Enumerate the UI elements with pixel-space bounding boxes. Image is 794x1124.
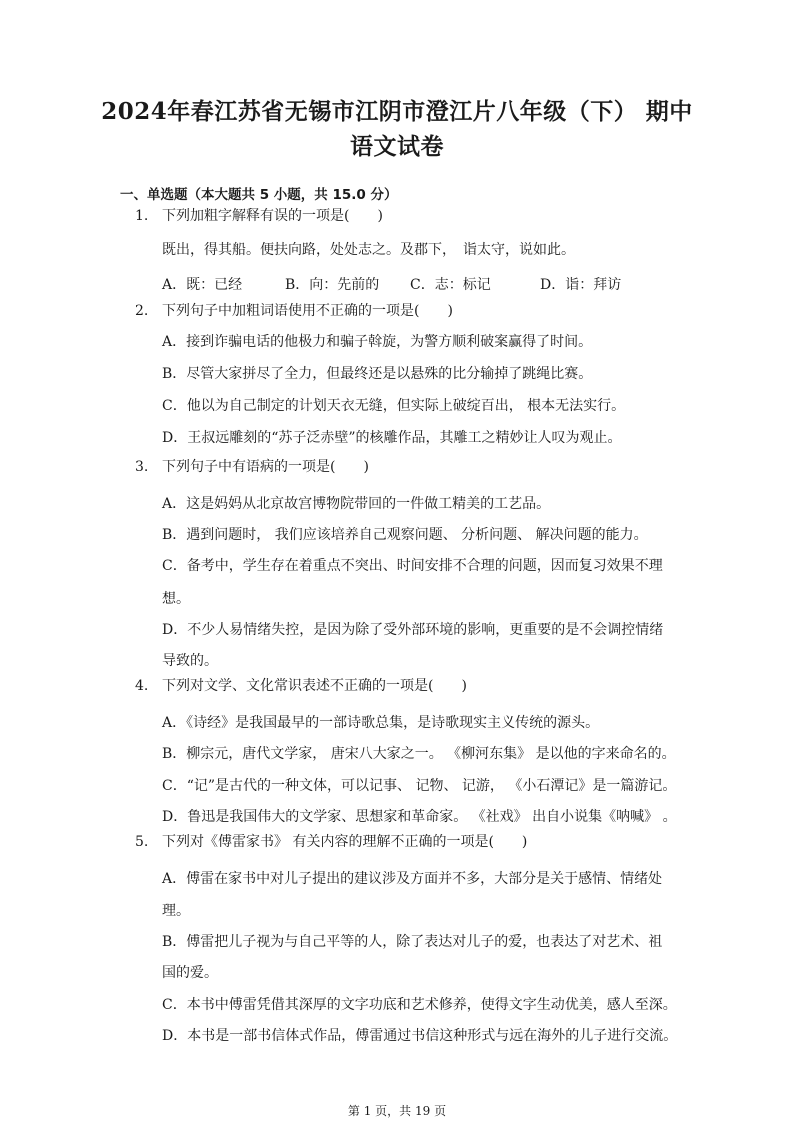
option-d: D．不少人易情绪失控，是因为除了受外部环境的影响，更重要的是不会调控情绪 <box>162 622 664 638</box>
option-c: C．本书中傅雷凭借其深厚的文字功底和艺术修养，使得文字生动优美，感人至深。 <box>162 997 677 1013</box>
question-stem: 下列对《傅雷家书》 有关内容的理解不正确的一项是( ) <box>162 834 528 850</box>
question-number: 4. <box>135 678 149 694</box>
option-b-cont: 国的爱。 <box>162 965 218 981</box>
question-stem: 下列句子中加粗词语使用不正确的一项是( ) <box>162 303 453 319</box>
exam-title-line2: 语文试卷 <box>350 133 444 160</box>
option-a: A．接到诈骗电话的他极力和骗子斡旋，为警方顺利破案赢得了时间。 <box>162 334 593 350</box>
question-stem: 下列加粗字解释有误的一项是( ) <box>162 208 383 224</box>
option-a: A．既：已经 <box>162 277 243 293</box>
option-d-cont: 导致的。 <box>162 653 218 669</box>
question-number: 3. <box>135 459 149 475</box>
option-c-cont: 想。 <box>162 591 190 607</box>
option-c: C．他以为自己制定的计划天衣无缝，但实际上破绽百出， 根本无法实行。 <box>162 398 626 414</box>
option-d: D．鲁迅是我国伟大的文学家、思想家和革命家。 《社戏》 出自小说集《呐喊》 。 <box>162 809 677 825</box>
question-stem: 下列句子中有语病的一项是( ) <box>162 459 369 475</box>
option-c: C．“记”是古代的一种文体，可以记事、 记物、 记游， 《小石潭记》是一篇游记。 <box>162 778 677 794</box>
option-b: B．向：先前的 <box>285 277 380 293</box>
option-a: A．这是妈妈从北京故宫博物院带回的一件做工精美的工艺品。 <box>162 496 551 512</box>
option-b: B．遇到问题时， 我们应该培养自己观察问题、 分析问题、 解决问题的能力。 <box>162 527 648 543</box>
option-b: B．傅雷把儿子视为与自己平等的人，除了表达对儿子的爱，也表达了对艺术、祖 <box>162 934 663 950</box>
question-number: 5. <box>135 834 149 850</box>
option-a-cont: 理。 <box>162 903 190 919</box>
option-b: B．柳宗元，唐代文学家， 唐宋八大家之一。 《柳河东集》 是以他的字来命名的。 <box>162 746 676 762</box>
option-b: B．尽管大家拼尽了全力，但最终还是以悬殊的比分输掉了跳绳比赛。 <box>162 366 593 382</box>
option-a: A．《诗经》是我国最早的一部诗歌总集，是诗歌现实主义传统的源头。 <box>162 715 600 731</box>
page-footer: 第 1 页，共 19 页 <box>347 1104 447 1118</box>
option-c: C．备考中，学生存在着重点不突出、时间安排不合理的问题，因而复习效果不理 <box>162 558 663 574</box>
question-number: 2. <box>135 303 149 319</box>
option-d: D．王叔远雕刻的“苏子泛赤壁”的核雕作品，其雕工之精妙让人叹为观止。 <box>162 430 622 446</box>
section-heading: 一、单选题（本大题共 5 小题，共 15.0 分） <box>120 187 398 203</box>
option-d: D．本书是一部书信体式作品，傅雷通过书信这种形式与远在海外的儿子进行交流。 <box>162 1028 678 1044</box>
question-stem: 下列对文学、文化常识表述不正确的一项是( ) <box>162 678 467 694</box>
question-number: 1. <box>135 208 149 224</box>
exam-title-line1: 2024年春江苏省无锡市江阴市澄江片八年级（下） 期中 <box>101 98 693 125</box>
question-passage: 既出，得其船。便扶向路，处处志之。及郡下， 诣太守，说如此。 <box>162 242 575 258</box>
option-a: A．傅雷在家书中对儿子提出的建议涉及方面并不多，大部分是关于感情、情绪处 <box>162 871 663 887</box>
option-c: C．志：标记 <box>410 277 491 293</box>
option-d: D．诣：拜访 <box>540 277 622 293</box>
